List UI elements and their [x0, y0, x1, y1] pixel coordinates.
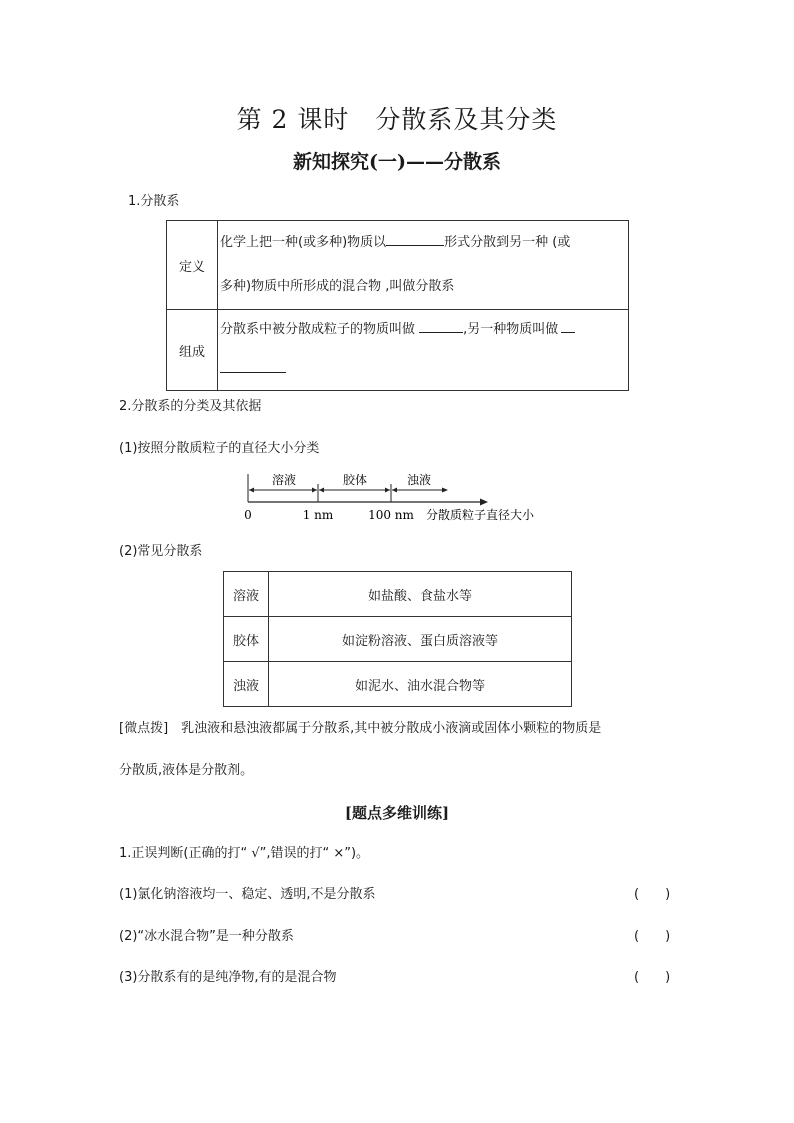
definition-cell [218, 221, 629, 310]
question-item: (1)氯化钠溶液均一、稳定、透明,不是分散系 [119, 887, 376, 902]
definition-text-b: 形式分散到另一种 (或 [444, 235, 571, 250]
question-item: (3)分散系有的是纯净物,有的是混合物 [119, 970, 337, 985]
definition-text-c: 多种)物质中所形成的混合物 ,叫做分散系 [220, 279, 455, 294]
label-turbid: 浊液 [406, 473, 432, 487]
row-examples: 如泥水、油水混合物等 [269, 662, 572, 707]
arrow-left-icon [319, 488, 324, 493]
composition-cell [218, 310, 629, 391]
particle-size-diagram [236, 466, 556, 526]
answer-blank[interactable]: ( ) [634, 929, 671, 944]
definition-text-a: 化学上把一种(或多种)物质以 [220, 235, 387, 250]
dispersion-system-table [166, 220, 629, 391]
arrow-right-icon [442, 488, 448, 493]
row-examples: 如盐酸、食盐水等 [269, 572, 572, 617]
section-subtitle: 新知探究(一)——分散系 [293, 151, 501, 173]
tick-label-0: 0 [244, 508, 252, 522]
tick-label-100nm: 100 nm [368, 508, 414, 522]
fill-blank[interactable] [220, 359, 286, 373]
composition-text-b: ,另一种物质叫做 [463, 322, 559, 337]
label-solution: 溶液 [271, 473, 297, 487]
table-row [224, 617, 572, 662]
fill-blank[interactable] [561, 319, 575, 333]
sub2-heading: (2)常见分散系 [119, 544, 203, 559]
composition-label: 组成 [167, 310, 218, 391]
axis-label: 分散质粒子直径大小 [426, 508, 535, 522]
arrow-right-icon [385, 488, 390, 493]
sec1-heading: 1.分散系 [128, 194, 180, 209]
page-title: 第 2 课时 分散系及其分类 [236, 105, 558, 134]
arrow-left-icon [249, 488, 254, 493]
arrow-left-icon [392, 488, 397, 493]
answer-blank[interactable]: ( ) [634, 887, 671, 902]
practice-heading: [题点多维训练] [344, 804, 450, 822]
axis-arrow-icon [480, 499, 488, 506]
row-examples: 如淀粉溶液、蛋白质溶液等 [269, 617, 572, 662]
label-colloid: 胶体 [342, 473, 368, 487]
row-label: 溶液 [224, 572, 269, 617]
tick-label-1nm: 1 nm [302, 508, 334, 522]
answer-blank[interactable]: ( ) [634, 970, 671, 985]
question-1-stem: 1.正误判断(正确的打“ √”,错误的打“ ×”)。 [119, 846, 370, 861]
tip-line-1: [微点拨] 乳浊液和悬浊液都属于分散系,其中被分散成小液滴或固体小颗粒的物质是 [119, 721, 602, 736]
arrow-right-icon [312, 488, 317, 493]
definition-label: 定义 [167, 221, 218, 310]
table-row [224, 572, 572, 617]
table-row [224, 662, 572, 707]
tip-line-2: 分散质,液体是分散剂。 [119, 763, 254, 778]
composition-text-a: 分散系中被分散成粒子的物质叫做 [220, 322, 420, 337]
fill-blank[interactable] [386, 232, 444, 246]
sec2-heading: 2.分散系的分类及其依据 [119, 399, 262, 414]
row-label: 胶体 [224, 617, 269, 662]
common-systems-table [223, 571, 572, 707]
fill-blank[interactable] [419, 319, 463, 333]
sub1-heading: (1)按照分散质粒子的直径大小分类 [119, 441, 320, 456]
row-label: 浊液 [224, 662, 269, 707]
question-item: (2)“冰水混合物”是一种分散系 [119, 929, 294, 944]
